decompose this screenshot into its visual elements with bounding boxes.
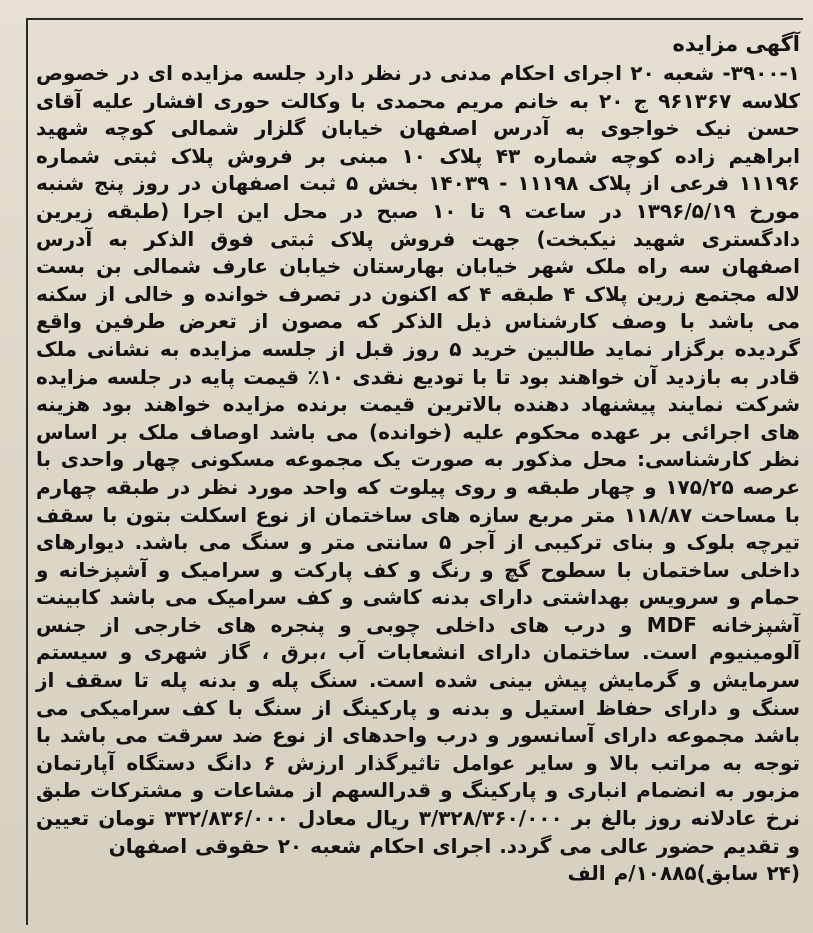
notice-body (36, 60, 800, 888)
notice-signature: (۲۴ سابق)۱۰۸۸۵/م الف (567, 861, 800, 886)
notice-text: ۳۹۰۰-۱- شعبه ۲۰ اجرای احکام مدنی در نظر دارد جلسه مزایده ای در خصوص کلاسه ۹۶۱۳۶۷ ج ۲۰ به خانم مریم محمدی با وکالت حوری افشار علیه آقای حسن نیک خواجوی به آدرس اصفهان خیابان گلزار شمالی کوچه شهید ابراهیم زاده کوچه شماره ۴۳ پلاک ۱۰ مبنی بر فروش پلاک ثبتی شماره ۱۱۱۹۶ فرعی از پلاک ۱۱۱۹۸ - ۱۴۰۳۹ بخش ۵ ثبت اصفهان در روز پنج شنبه مورخ ۱۳۹۶/۵/۱۹ در ساعت ۹ تا ۱۰ صبح در محل این اجرا (طبقه زیرین دادگستری شهید نیکبخت) جهت فروش پلاک ثبتی فوق الذکر به آدرس اصفهان سه راه ملک شهر خیابان بهارستان خیابان عارف شمالی بن بست لاله مجتمع زرین پلاک ۴ طبقه ۴ که اکنون در تصرف خوانده و خالی از سکنه می باشد با وصف کارشناس ذیل الذکر که مصون از تعرض طرفین واقع گردیده برگزار نماید طالبین خرید ۵ روز قبل از جلسه مزایده به نشانی ملک قادر به بازدید آن خواهند بود تا با تودیع نقدی ۱۰٪ قیمت پایه در جلسه مزایده شرکت نمایند پیشنهاد دهنده بالاترین قیمت برنده مزایده خواهند بود هزینه های اجرائی بر عهده محکوم علیه (خوانده) می باشد اوصاف ملک بر اساس نظر کارشناسی: محل مذکور به صورت یک مجموعه مسکونی چهار واحدی با عرصه ۱۷۵/۲۵ و چهار طبقه و روی پیلوت که واحد مورد نظر در طبقه چهارم با مساحت ۱۱۸/۸۷ متر مربع سازه های ساختمان از نوع اسکلت بتون با سقف تیرچه بلوک و بنای ترکیبی از آجر ۵ سانتی متر و سنگ می باشد. دیوارهای داخلی ساختمان با سطوح گچ و رنگ و کف پارکت و سرامیک و آشپزخانه و حمام و سرویس بهداشتی دارای بدنه کاشی و کف سرامیک می باشد کابینت آشپزخانه MDF و درب های داخلی چوبی و پنجره های خارجی از جنس آلومینیوم است. ساختمان دارای انشعابات آب ،برق ، گاز شهری و سیستم سرمایش و گرمایش پیش بینی شده است. سنگ پله و بدنه پله تا سقف از سنگ و دارای حفاظ استیل و بدنه و پارکینگ از سنگ با کف سرامیکی می باشد مجموعه دارای آسانسور و درب واحدهای از نوع ضد سرقت می باشد با توجه به مراتب بالا و سایر عوامل تاثیرگذار ارزش ۶ دانگ دستگاه آپارتمان مزبور به انضمام انباری و پارکینگ و قدرالسهم از مشاعات و مشترکات طبق نرخ عادلانه روز بالغ بر ۳/۳۲۸/۳۶۰/۰۰۰ ریال معادل ۳۳۲/۸۳۶/۰۰۰ تومان تعیین و تقدیم حضور عالی می گردد. اجرای احکام شعبه ۲۰ حقوقی اصفهان (36, 61, 801, 858)
auction-notice (36, 30, 800, 888)
notice-title: آگهی مزایده (672, 32, 800, 56)
